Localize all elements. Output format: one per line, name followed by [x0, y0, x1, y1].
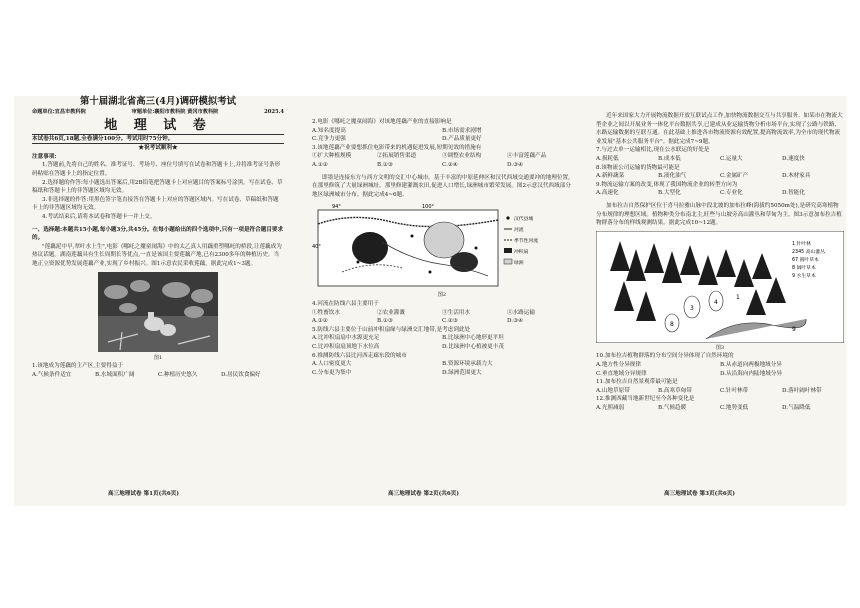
option-d[interactable]: D.智能化: [782, 190, 805, 197]
passage-3: 近年来国家大力开展物流数据开放互联试点工作,加快物流数据交互与共享服务。如某市在物流大型企业之间以开展业务一体化平台数据共享,已建成从业运输货物分析市场平台,实现了公路与铁路、水路运输数据的互联互通。在此基础上推进各市物流资源有效配置,提高物流效率,为全市的现代物流业发展"基本公共服务平台"。据此完成7~9题。: [596, 113, 843, 145]
figure-1-caption: 图1: [153, 354, 163, 361]
question-10-options: [596, 361, 844, 378]
option-b[interactable]: B.①③: [377, 318, 393, 325]
option-b[interactable]: B.比绿洲中心地形更平坦: [442, 335, 504, 342]
option-d[interactable]: D.③④: [507, 318, 524, 325]
option-d[interactable]: D.落叶阔叶林带: [782, 387, 822, 394]
option-c[interactable]: C.专业化: [720, 190, 743, 197]
option-d[interactable]: D.从沿海向内陆地域分异: [720, 370, 783, 377]
option-d[interactable]: D.绿洲范围更大: [442, 369, 482, 376]
exam-title: 第十届湖北省高三(4月)调研模拟考试: [79, 96, 237, 107]
question-4-items: [312, 309, 572, 318]
question-11-stem: 11.加布拉吉自然景观带最可能是: [596, 379, 678, 386]
notes-heading: 注意事项:: [32, 153, 57, 160]
option-a[interactable]: A.损耗低: [596, 155, 619, 162]
map-lon-label: 94°: [332, 204, 341, 211]
option-a[interactable]: A.①②: [312, 161, 328, 168]
svg-text:8: 8: [670, 320, 674, 328]
item-2: ②农业灌溉: [377, 309, 405, 316]
note-item: 4.考试结束后,请将本试卷和答题卡一并上交。: [42, 213, 156, 220]
question-7-options: [596, 155, 844, 164]
option-c[interactable]: C.针叶林带: [720, 387, 749, 394]
option-b[interactable]: B.高寒草甸带: [658, 387, 692, 394]
option-a[interactable]: A.知名度提高: [312, 127, 346, 134]
question-9-stem: 9.物流运输方案的改变,体现了我国物流企业的转型方向为: [596, 181, 738, 188]
page-1-footer: 高三地理试卷 第1页(共6页): [108, 491, 179, 497]
question-8-stem: 8.该物流公司运输的货物最可能是: [596, 164, 680, 171]
page-1: [32, 96, 284, 379]
option-a[interactable]: A.山地草原带: [596, 387, 630, 394]
option-a[interactable]: A.高速化: [596, 190, 619, 197]
option-b[interactable]: B.①③: [377, 161, 393, 168]
page-3: [596, 112, 844, 412]
option-a[interactable]: A.光照减弱: [596, 404, 625, 411]
option-b[interactable]: B.市场需求剧增: [442, 127, 482, 134]
option-c[interactable]: C.金属矿产: [720, 173, 749, 180]
item-1: ①扩大种植规模: [312, 153, 352, 160]
option-a[interactable]: A.①②: [312, 318, 328, 325]
fig3-legend-5: 9 水生草本: [792, 273, 816, 279]
option-a[interactable]: A.人口密度更大: [312, 361, 352, 368]
figure-2-caption: 图2: [437, 292, 447, 299]
question-5-options: [312, 334, 572, 351]
item-2: ②拓展销售渠道: [377, 153, 417, 160]
page-2: [312, 118, 572, 377]
legend-county: 汉代县城: [514, 217, 534, 223]
question-12-options: [596, 404, 844, 413]
question-11-options: [596, 387, 844, 396]
option-d[interactable]: D.产品质量更好: [442, 136, 482, 143]
question-2-options: [312, 127, 572, 144]
fig3-legend-3: 67 圆叶草本: [792, 257, 819, 263]
option-c[interactable]: C.比冲积扇扇顶地下水位高: [312, 343, 380, 350]
svg-text:3: 3: [690, 304, 694, 312]
option-c[interactable]: C.地势变低: [720, 404, 749, 411]
option-c[interactable]: C.②③: [442, 318, 458, 325]
svg-text:4: 4: [714, 298, 718, 306]
option-c[interactable]: C.垂直地域分异规律: [596, 370, 647, 377]
note-item: 2.选择题的作答:每小题选出答案后,用2B铅笔把答题卡上对应题目的答案标号涂黑。写在试卷、草稿纸和答题卡上的非答题区域均无效。: [32, 179, 283, 195]
setter-unit: 命题单位:宜昌市教科院: [32, 109, 86, 115]
question-9-options: [596, 189, 844, 198]
passage-2: 即墨是连接东方与西方文明的交汇中心城市。基于丰富的中原延伸区和汉代西域交通要冲的地理位置,在那里修筑了大量绿洲城址。那里修建灌溉农田,促进人口增长,绿洲城市繁荣发展。图2示意汉代西域部分地区绿洲城市分布。据此完成4~6题。: [312, 174, 571, 198]
passage-1: "莲藕泥中早,翠叶水上生",电影《哪吒之魔童闹海》中的太乙真人用藕重塑哪吒的桥段,让莲藕成为热议话题。湖南莲藕具有生长周期长等优点,一直是该国主要莲藕产地,已有2300多年的种植历史。当地正立资源优势发展莲藕产业,实现了乡村振兴。图1示意农民采收莲藕。据此完成1~3题。: [32, 243, 282, 267]
question-5-stem: 5.防线六县主要位于山前冲积扇缘与绿洲交汇地带,是考虑到此处: [312, 326, 471, 333]
legend-river: 河流: [514, 228, 524, 234]
good-luck: ★祝考试顺利★: [138, 145, 178, 152]
option-d[interactable]: D.气温降低: [782, 404, 811, 411]
figure-2-oasis-map: [312, 202, 568, 290]
question-3-options: [312, 161, 572, 170]
legend-alluvial-fan: 冲积扇: [514, 250, 529, 256]
svg-text:9: 9: [792, 325, 796, 333]
fig3-legend-2: 2345 高山灌丛: [792, 249, 825, 255]
option-b[interactable]: B.水域面积广阔: [95, 371, 135, 378]
map-lat-label: 40°: [312, 244, 321, 251]
question-1-options: [32, 371, 284, 380]
exam-meta: [32, 108, 284, 117]
option-d[interactable]: D.比绿洲中心植被更丰茂: [442, 343, 505, 350]
figure-3-caption: 图3: [715, 344, 725, 351]
option-c[interactable]: C.分布更为集中: [312, 369, 352, 376]
exam-date: 2025.4: [264, 109, 284, 115]
question-7-stem: 7.与过去单一运输相比,现在公水联运的好处是: [596, 147, 710, 154]
option-a[interactable]: A.新鲜蔬菜: [596, 173, 625, 180]
question-3-items: [312, 152, 572, 161]
item-3: ③调整农业结构: [442, 153, 482, 160]
option-a[interactable]: A.比冲积扇扇中水源更充足: [312, 335, 380, 342]
note-item: 3.非选择题的作答:用黑色签字笔直接答在答题卡上对应的答题区域内。写在试卷、草稿纸和答题卡上的非答题区域均无效。: [32, 196, 279, 212]
svg-text:1: 1: [736, 293, 740, 301]
question-12-stem: 12.推测西藏当地新世纪至今各种变化是: [596, 396, 695, 403]
figure-3-vegetation-diagram: [596, 231, 844, 343]
question-10-stem: 10.加布拉吉植物群落的分布空间分异体现了自然环境的: [596, 353, 734, 360]
subject-title: 地 理 试 卷: [104, 117, 212, 133]
option-c[interactable]: C.②④: [442, 161, 458, 168]
reviewer-unit: 审题单位:襄阳市教科院 黄冈市教科院: [131, 109, 219, 115]
map-lon-label: 100°: [422, 204, 435, 211]
option-b[interactable]: B.大型化: [658, 190, 681, 197]
option-b[interactable]: B.气候趋暖: [658, 404, 687, 411]
question-3-stem: 3.该地莲藕产业要想抓住电影带来的机遇促进发展,短期见效的措施有: [312, 144, 482, 151]
question-8-options: [596, 172, 844, 181]
option-b[interactable]: B.液化油气: [658, 173, 687, 180]
question-4-stem: 4.河流在防线六县主要用于: [312, 300, 379, 307]
item-4: ④丰富莲藕产品: [507, 153, 547, 160]
option-d[interactable]: D.木材家具: [782, 173, 811, 180]
item-1: ①牲畜饮水: [312, 309, 340, 316]
page-2-footer: 高三地理试卷 第2页(共6页): [388, 491, 459, 497]
question-1-stem: 1.该地成为莲藕的主产区,主要得益于: [32, 363, 124, 370]
question-2-stem: 2.电影《哪吒之魔童闹海》对该地莲藕产业的直接影响是: [312, 119, 452, 125]
question-6-options: [312, 360, 572, 377]
option-b[interactable]: B.成本低: [658, 155, 681, 162]
figure-1-lotus-harvest-image: [98, 272, 218, 352]
fig3-legend-1: 1 针叶林: [792, 241, 811, 247]
passage-4: 加布拉吉自然保护区位于喜马拉雅山脉中段北坡的加布拉峰(海拔约5050m处),是研究高寒植物分布规律的理想区域。植物种类分布南北主,旺些与山坡旁高山灌丛和草甸为主。图3示意加布拉吉植物群落分布的样线观测结果。据此完成10~12题。: [596, 202, 842, 227]
option-d[interactable]: D.③④: [507, 161, 524, 168]
item-4: ④水路运输: [507, 309, 535, 316]
exam-info: 本试卷共6页,18题,全卷满分100分。考试用时75分钟。: [32, 135, 174, 142]
page-3-footer: 高三地理试卷 第3页(共6页): [664, 491, 735, 497]
option-d[interactable]: D.速度快: [782, 155, 805, 162]
option-d[interactable]: D.居民饮食偏好: [221, 371, 261, 378]
legend-oasis: 绿洲: [514, 261, 524, 267]
item-3: ③生活用水: [442, 309, 470, 316]
fig3-legend-4: 8 阔叶草本: [792, 265, 816, 271]
option-a[interactable]: A.气候条件适宜: [32, 371, 72, 378]
option-c[interactable]: C.竞争力更强: [312, 136, 346, 143]
note-item: 1.答题前,先将自己的姓名、准考证号、考场号、座位号填写在试卷和答题卡上,并将准考证号条形码粘贴在答题卡上的指定位置。: [32, 162, 281, 177]
legend-seasonal-river: 季节性河流: [514, 239, 538, 245]
question-6-stem: 6.推测防线六县比河西走廊东段的城市: [312, 352, 407, 359]
option-a[interactable]: A.地方性分异规律: [596, 361, 641, 368]
option-b[interactable]: B.从赤道向两极地域分异: [720, 361, 782, 368]
section-heading: 一、选择题:本题共15小题,每小题3分,共45分。在每小题给出的四个选项中,只有一项是符合题目要求的。: [32, 226, 284, 242]
option-c[interactable]: C.种植历史悠久: [158, 371, 198, 378]
question-4-options: [312, 317, 572, 326]
option-b[interactable]: B.资源环境承载力大: [442, 361, 493, 368]
option-c[interactable]: C.运量大: [720, 155, 743, 162]
